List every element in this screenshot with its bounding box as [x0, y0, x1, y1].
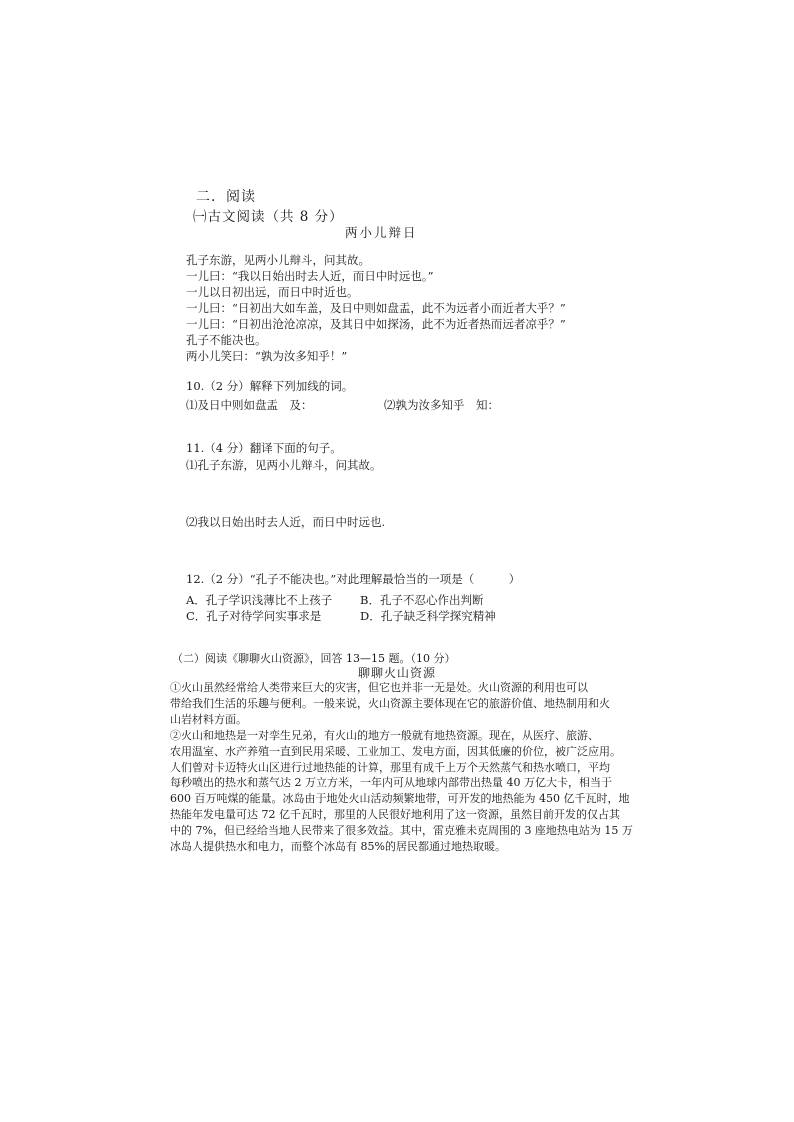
question-10-stem: 10.（2 分）解释下列加线的词。: [186, 379, 354, 393]
question-11-stem: 11.（4 分）翻译下面的句子。: [186, 441, 342, 455]
question-10-item-2: ⑵孰为汝多知乎 知：: [384, 398, 499, 412]
paragraph-line: 600 百万吨煤的能量。冰岛由于地处火山活动频繁地带，可开发的地热能为 450 亿千瓦时，地: [170, 792, 630, 806]
passage-line: 一儿曰：“日初出沧沧凉凉，及其日中如探汤，此不为近者热而远者凉乎？”: [186, 317, 566, 331]
question-12-option-d: D．孔子缺乏科学探究精神: [360, 609, 496, 623]
part2-title: 聊聊火山资源: [358, 666, 437, 680]
paragraph-line: 冰岛人提供热水和电力，而整个冰岛有 85%的居民都通过地热取暖。: [170, 840, 506, 854]
paragraph-line: ①火山虽然经常给人类带来巨大的灾害，但它也并非一无是处。火山资源的利用也可以: [170, 681, 588, 694]
passage-line: 孔子不能决也。: [186, 333, 267, 347]
subsection-title: ㈠古文阅读（共 8 分）: [193, 209, 344, 225]
paragraph-line: 热能年发电量可达 72 亿千瓦时，那里的人民很好地利用了这一资源，虽然目前开发的仅占其: [170, 808, 620, 822]
question-12-stem: 12.（2 分）“孔子不能决也。”对此理解最恰当的一项是（ ）: [186, 572, 521, 586]
question-12-option-b: B．孔子不忍心作出判断: [360, 593, 484, 607]
paragraph-line: 每秒喷出的热水和蒸气达 2 万立方米，一年内可从地球内部带出热量 40 万亿大卡，相当于: [170, 776, 612, 790]
passage-line: 一儿曰：“日初出大如车盖，及日中则如盘盂，此不为远者小而近者大乎？”: [186, 301, 566, 315]
paragraph-line: ②火山和地热是一对孪生兄弟，有火山的地方一般就有地热资源。现在，从医疗、旅游、: [170, 728, 599, 742]
passage-line: 孔子东游，见两小儿辩斗，问其故。: [186, 253, 370, 267]
question-12-option-a: A．孔子学识浅薄比不上孩子: [186, 593, 333, 607]
question-11-item-2: ⑵我以日始出时去人近，而日中时远也.: [186, 515, 386, 529]
paragraph-line: 带给我们生活的乐趣与便利。一般来说，火山资源主要体现在它的旅游价值、地热制用和火: [170, 696, 610, 710]
paragraph-line: 山岩材料方面。: [170, 712, 247, 726]
question-11-item-1: ⑴孔子东游，见两小儿辩斗，问其故。: [186, 458, 382, 472]
passage-line: 一儿以日初出远，而日中时近也。: [186, 285, 359, 299]
paragraph-line: 人们曾对卡迈特火山区进行过地热能的计算，那里有成千上万个天然蒸气和热水喷口，平均: [170, 760, 610, 774]
section-title: 二．阅读: [196, 189, 256, 205]
passage-line: 两小儿笑曰：“孰为汝多知乎！”: [186, 349, 348, 363]
part2-heading: （二）阅读《聊聊火山资源》，回答 13—15 题。（10 分）: [172, 652, 456, 665]
classical-text-title: 两小儿辩日: [345, 225, 418, 240]
question-12-option-c: C．孔子对待学问实事求是: [186, 609, 322, 623]
passage-line: 一儿曰：“我以日始出时去人近，而日中时远也。”: [186, 269, 434, 283]
part2-body: [170, 680, 632, 855]
paragraph-line: 中的 7%，但已经给当地人民带来了很多效益。其中，雷克雅未克周围的 3 座地热电站为 15 万: [170, 824, 633, 838]
question-10-item-1: ⑴及日中则如盘盂 及：: [186, 398, 313, 412]
paragraph-line: 农用温室、水产养殖一直到民用采暖、工业加工、发电方面，因其低廉的价位，被广泛应用。: [170, 744, 621, 758]
